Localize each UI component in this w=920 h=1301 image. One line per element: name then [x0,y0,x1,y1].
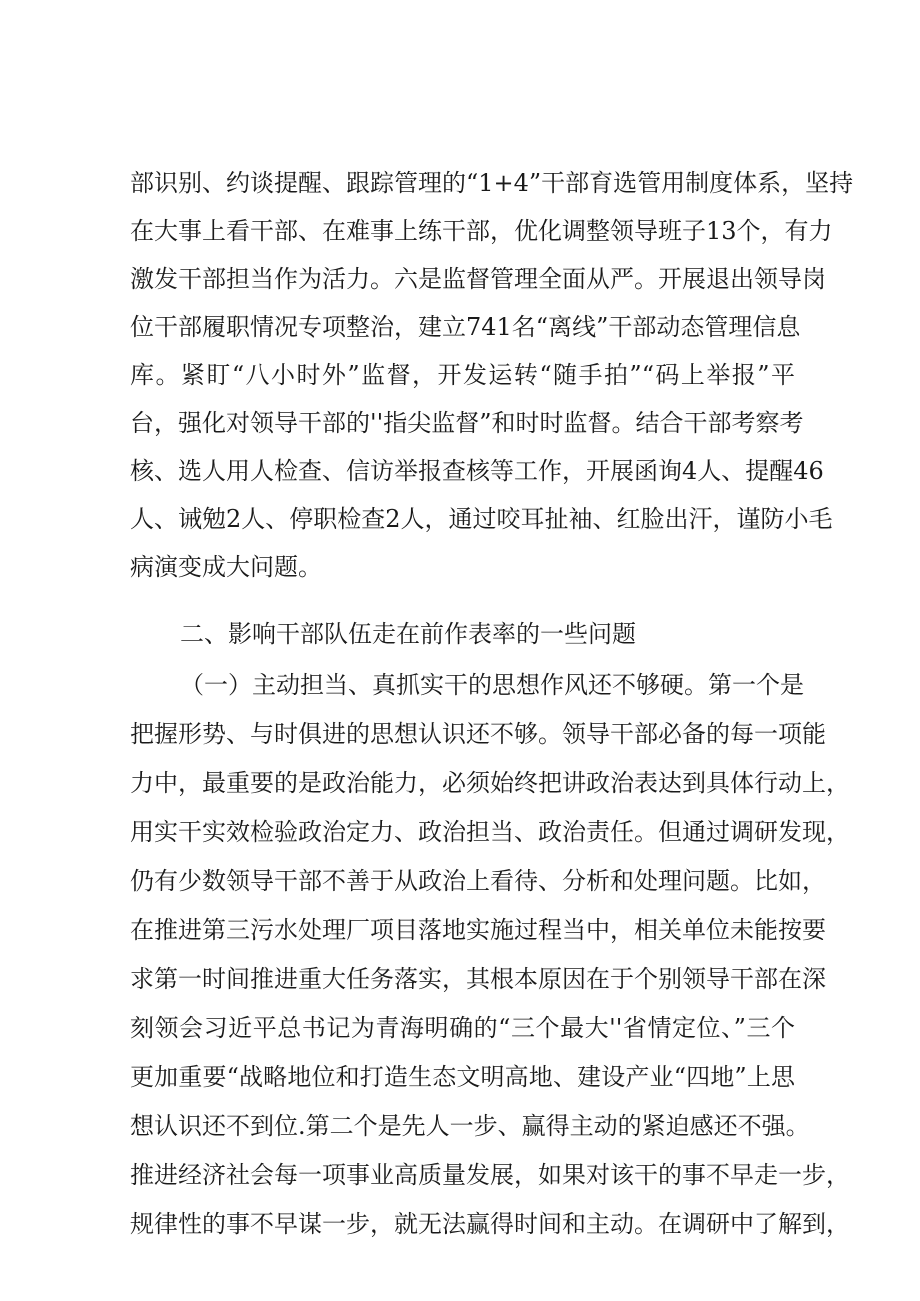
text-line: 在大事上看干部、在难事上练干部，优化调整领导班子13个，有力 [130,217,833,245]
text-line: 规律性的事不早谋一步，就无法赢得时间和主动。在调研中了解到， [130,1210,850,1238]
text-line: 推进经济社会每一项事业高质量发展，如果对该干的事不早走一步， [130,1161,850,1189]
text-line: 想认识还不到位.第二个是先人一步、赢得主动的紧迫感还不强。 [130,1112,810,1140]
text-line: 部识别、约谈提醒、跟踪管理的“1+4”干部育选管用制度体系，坚持 [130,169,854,197]
text-line: 刻领会习近平总书记为青海明确的“三个最大''省情定位、”三个 [130,1014,795,1042]
text-line: 求第一时间推进重大任务落实，其根本原因在于个别领导干部在深 [130,965,826,993]
text-line: 人、诫勉2人、停职检查2人，通过咬耳扯袖、红脸出汗，谨防小毛 [130,505,833,533]
text-line: 力中，最重要的是政治能力，必须始终把讲政治表达到具体行动上， [130,769,850,797]
text-line: 仍有少数领导干部不善于从政治上看待、分析和处理问题。比如， [130,867,826,895]
text-line: 用实干实效检验政治定力、政治担当、政治责任。但通过调研发现， [130,818,850,846]
text-line: 在推进第三污水处理厂项目落地实施过程当中，相关单位未能按要 [130,916,826,944]
text-line: 台，强化对领导干部的''指尖监督”和时时监督。结合干部考察考 [130,409,804,437]
text-line: 病演变成大问题。 [130,553,322,581]
text-line: 位干部履职情况专项整治，建立741名“离线”干部动态管理信息 [130,313,801,341]
section-heading: 二、影响干部队伍走在前作表率的一些问题 [180,620,636,648]
text-line: 更加重要“战略地位和打造生态文明高地、建设产业“四地”上思 [130,1063,795,1091]
text-line: 把握形势、与时俱进的思想认识还不够。领导干部必备的每一项能 [130,720,826,748]
text-line: 库。紧盯“八小时外”监督，开发运转“随手拍”“码上举报”平 [130,361,795,389]
text-line: （一）主动担当、真抓实干的思想作风还不够硬。第一个是 [180,671,804,699]
text-line: 核、选人用人检查、信访举报查核等工作，开展函询4人、提醒46 [130,457,824,485]
text-line: 激发干部担当作为活力。六是监督管理全面从严。开展退出领导岗 [130,265,826,293]
